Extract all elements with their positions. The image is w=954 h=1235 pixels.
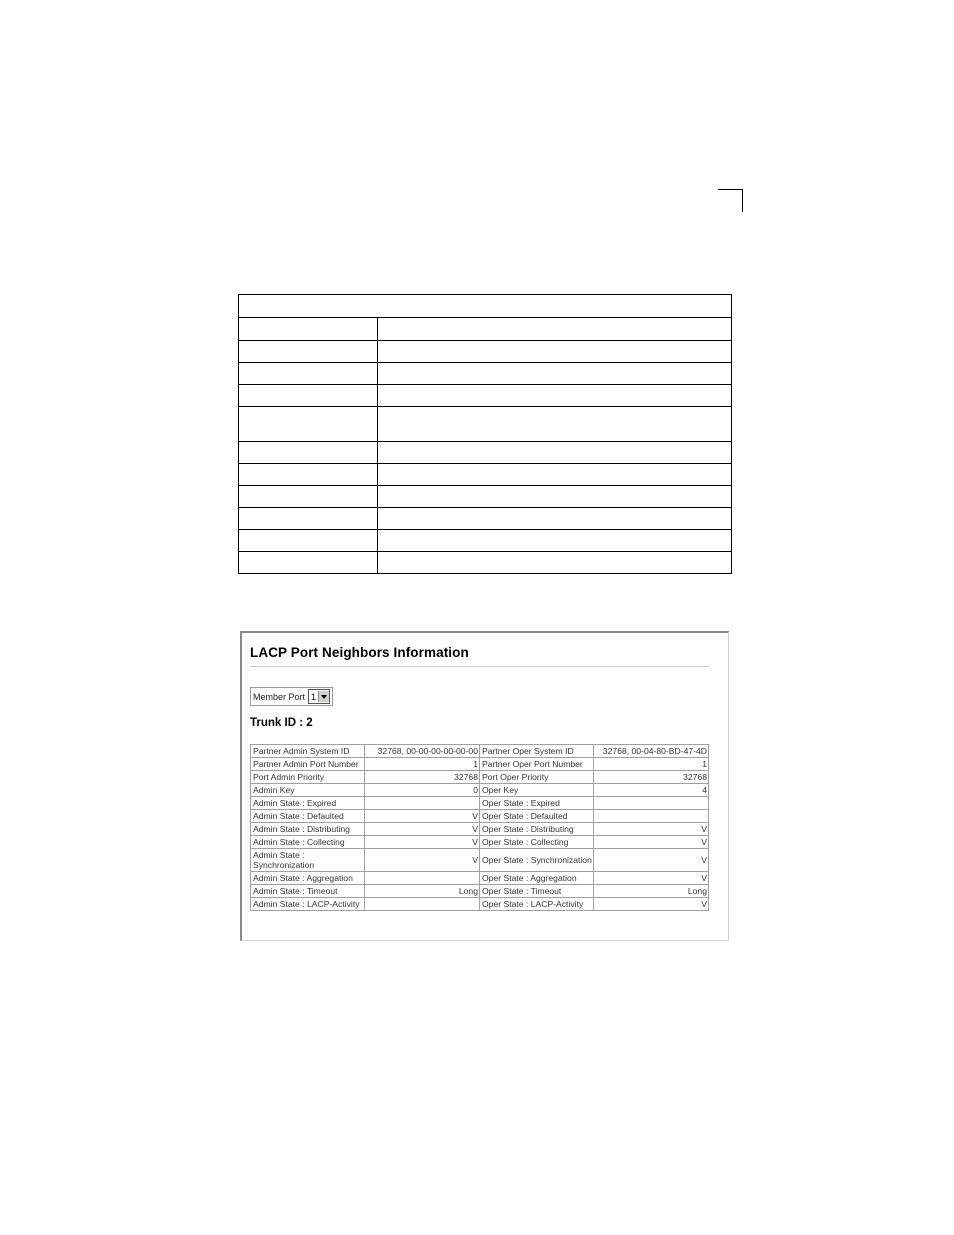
description-table-header-row bbox=[239, 295, 732, 318]
oper-label-cell: Oper State : Defaulted bbox=[480, 810, 594, 823]
table-row bbox=[251, 885, 709, 898]
admin-value-cell: V bbox=[365, 810, 480, 823]
table-row bbox=[251, 898, 709, 911]
oper-label-cell: Oper State : LACP-Activity bbox=[480, 898, 594, 911]
admin-value-cell: V bbox=[365, 836, 480, 849]
trunk-id-label: Trunk ID : 2 bbox=[250, 717, 313, 729]
table-row bbox=[251, 849, 709, 872]
oper-label-cell: Oper State : Expired bbox=[480, 797, 594, 810]
oper-value-cell: V bbox=[594, 836, 709, 849]
description-table bbox=[238, 294, 732, 574]
table-row bbox=[251, 797, 709, 810]
table-row bbox=[251, 745, 709, 758]
oper-value-cell: Long bbox=[594, 885, 709, 898]
member-port-value: 1 bbox=[311, 691, 317, 702]
page-corner-mark bbox=[718, 189, 743, 212]
oper-label-cell: Oper State : Timeout bbox=[480, 885, 594, 898]
admin-label-cell: Admin State : LACP-Activity bbox=[251, 898, 365, 911]
admin-label-cell: Admin State : Defaulted bbox=[251, 810, 365, 823]
description-table-row bbox=[239, 464, 732, 486]
oper-label-cell: Oper State : Synchronization bbox=[480, 849, 594, 872]
oper-label-cell: Partner Oper System ID bbox=[480, 745, 594, 758]
description-table-row bbox=[239, 530, 732, 552]
oper-value-cell: V bbox=[594, 849, 709, 872]
table-row bbox=[251, 784, 709, 797]
admin-value-cell bbox=[365, 898, 480, 911]
admin-label-cell: Admin State : Timeout bbox=[251, 885, 365, 898]
description-table-row bbox=[239, 486, 732, 508]
title-divider bbox=[250, 666, 709, 667]
admin-value-cell: 0 bbox=[365, 784, 480, 797]
admin-label-cell: Admin State : Aggregation bbox=[251, 872, 365, 885]
admin-value-cell: V bbox=[365, 823, 480, 836]
oper-value-cell: 32768 bbox=[594, 771, 709, 784]
description-table-row bbox=[239, 508, 732, 530]
member-port-label: Member Port bbox=[253, 691, 306, 702]
table-row bbox=[251, 836, 709, 849]
description-table-row bbox=[239, 407, 732, 442]
oper-label-cell: Oper State : Distributing bbox=[480, 823, 594, 836]
oper-value-cell: 32768, 00-04-80-BD-47-4D bbox=[594, 745, 709, 758]
oper-value-cell: 1 bbox=[594, 758, 709, 771]
description-table-row bbox=[239, 385, 732, 407]
table-row bbox=[251, 771, 709, 784]
neighbors-info-table bbox=[250, 744, 709, 911]
table-row bbox=[251, 823, 709, 836]
oper-value-cell: 4 bbox=[594, 784, 709, 797]
oper-value-cell bbox=[594, 797, 709, 810]
description-table-row bbox=[239, 341, 732, 363]
admin-value-cell: 32768, 00-00-00-00-00-00 bbox=[365, 745, 480, 758]
oper-label-cell: Oper State : Collecting bbox=[480, 836, 594, 849]
admin-value-cell bbox=[365, 797, 480, 810]
table-row bbox=[251, 872, 709, 885]
admin-value-cell bbox=[365, 872, 480, 885]
admin-value-cell: 1 bbox=[365, 758, 480, 771]
admin-label-cell: Partner Admin Port Number bbox=[251, 758, 365, 771]
member-port-control bbox=[250, 687, 333, 706]
description-table-row bbox=[239, 363, 732, 385]
oper-value-cell: V bbox=[594, 823, 709, 836]
page-title: LACP Port Neighbors Information bbox=[250, 645, 469, 660]
chevron-down-icon[interactable] bbox=[318, 691, 329, 702]
oper-label-cell: Oper State : Aggregation bbox=[480, 872, 594, 885]
oper-value-cell: V bbox=[594, 898, 709, 911]
admin-value-cell: Long bbox=[365, 885, 480, 898]
member-port-select[interactable] bbox=[308, 689, 330, 704]
description-table-row bbox=[239, 552, 732, 574]
oper-label-cell: Port Oper Priority bbox=[480, 771, 594, 784]
admin-label-cell: Partner Admin System ID bbox=[251, 745, 365, 758]
admin-label-cell: Admin State : Expired bbox=[251, 797, 365, 810]
table-row bbox=[251, 758, 709, 771]
oper-label-cell: Partner Oper Port Number bbox=[480, 758, 594, 771]
description-table-row bbox=[239, 318, 732, 341]
admin-label-cell: Admin State : Synchronization bbox=[251, 849, 365, 872]
oper-value-cell bbox=[594, 810, 709, 823]
oper-label-cell: Oper Key bbox=[480, 784, 594, 797]
admin-label-cell: Port Admin Priority bbox=[251, 771, 365, 784]
lacp-neighbors-panel bbox=[240, 631, 729, 941]
description-table-row bbox=[239, 442, 732, 464]
admin-label-cell: Admin State : Distributing bbox=[251, 823, 365, 836]
admin-label-cell: Admin Key bbox=[251, 784, 365, 797]
oper-value-cell: V bbox=[594, 872, 709, 885]
admin-value-cell: V bbox=[365, 849, 480, 872]
admin-label-cell: Admin State : Collecting bbox=[251, 836, 365, 849]
table-row bbox=[251, 810, 709, 823]
admin-value-cell: 32768 bbox=[365, 771, 480, 784]
